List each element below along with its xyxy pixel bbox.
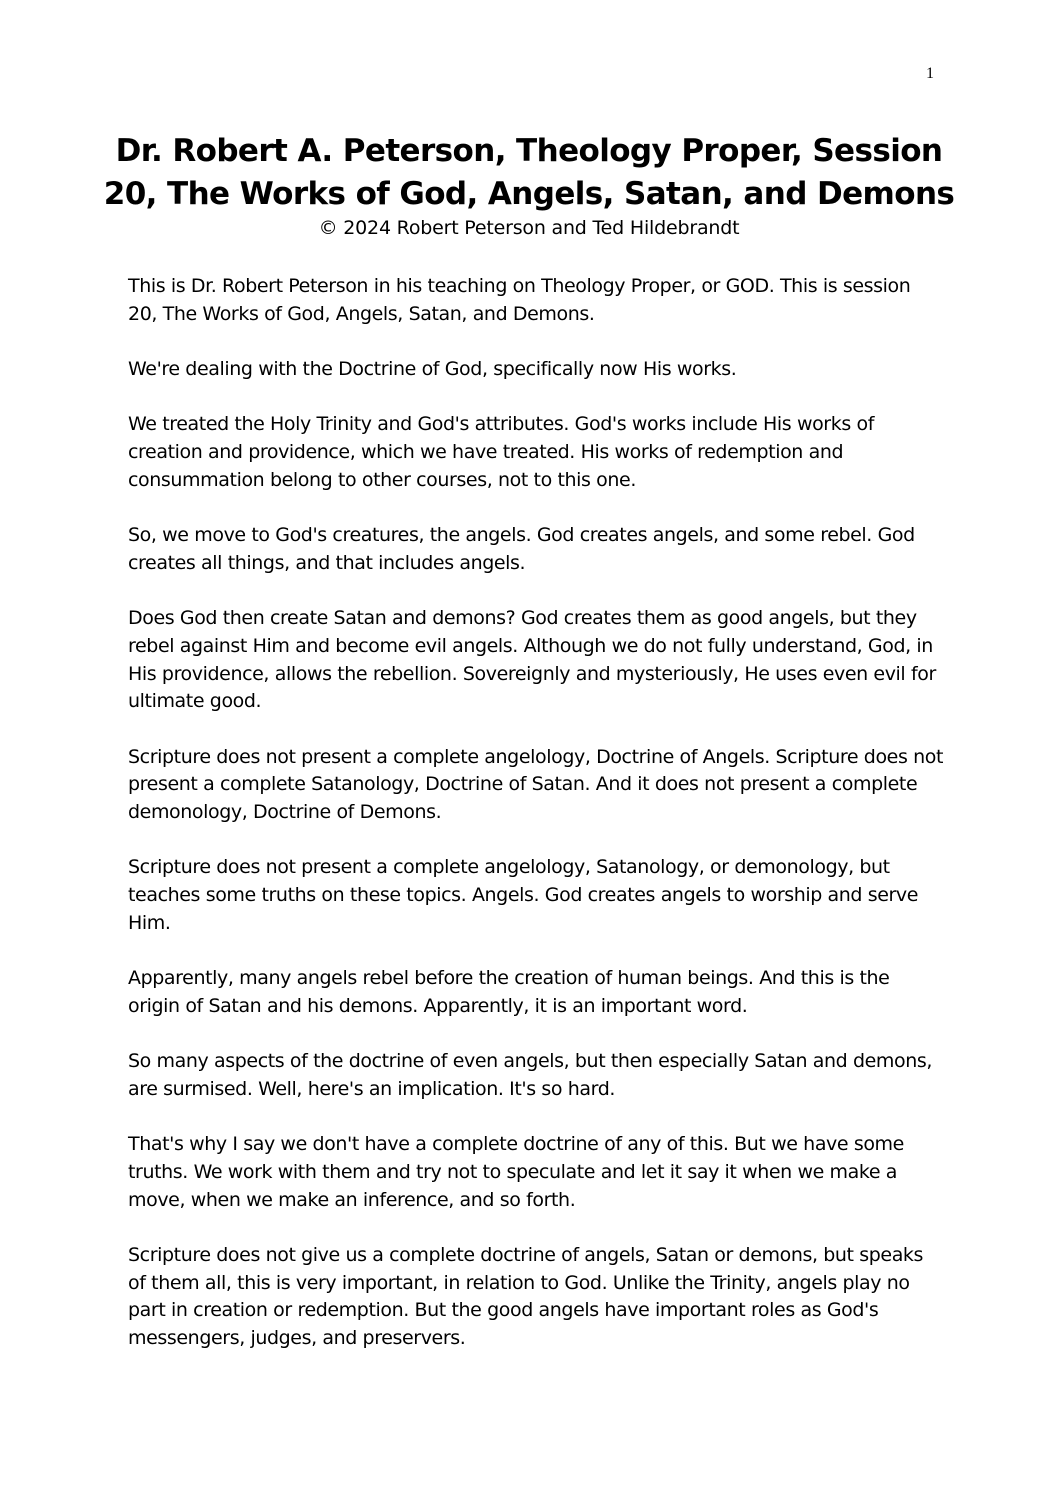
document-body xyxy=(128,273,943,1380)
paragraph: We're dealing with the Doctrine of God, specifically now His works. xyxy=(128,357,737,380)
paragraph: So, we move to God's creatures, the angels. God creates angels, and some rebel. God creates all things, and that includes angels. xyxy=(128,523,915,574)
paragraph: Scripture does not present a complete angelology, Doctrine of Angels. Scripture does not present a complete Satanology, Doctrine of Satan. And it does not present a complete demonology, Doctrine of Demons. xyxy=(128,745,944,824)
paragraph: Scripture does not give us a complete doctrine of angels, Satan or demons, but speaks of them all, this is very important, in relation to God. Unlike the Trinity, angels play no part in creation or redemption. But the good angels have important roles as God's messengers, judges, and preservers. xyxy=(128,1243,924,1350)
document-title: Dr. Robert A. Peterson, Theology Proper, Session 20, The Works of God, Angels, Satan, and Demons xyxy=(103,133,955,212)
page-number: 1 xyxy=(926,65,934,82)
paragraph: Scripture does not present a complete angelology, Satanology, or demonology, but teaches some truths on these topics. Angels. God creates angels to worship and serve Him. xyxy=(128,856,919,934)
document-header xyxy=(100,130,958,240)
paragraph: So many aspects of the doctrine of even angels, but then especially Satan and demons, are surmised. Well, here's an implication. It's so hard. xyxy=(128,1050,933,1100)
paragraph: Apparently, many angels rebel before the creation of human beings. And this is the origin of Satan and his demons. Apparently, it is an important word. xyxy=(128,967,890,1017)
copyright-line: © 2024 Robert Peterson and Ted Hildebrandt xyxy=(318,217,740,239)
paragraph: This is Dr. Robert Peterson in his teaching on Theology Proper, or GOD. This is session 20, The Works of God, Angels, Satan, and Demons. xyxy=(128,275,911,325)
paragraph: That's why I say we don't have a complete doctrine of any of this. But we have some truths. We work with them and try not to speculate and let it say it when we make a move, when we make an inference, and so forth. xyxy=(128,1133,904,1211)
paragraph: Does God then create Satan and demons? God creates them as good angels, but they rebel against Him and become evil angels. Although we do not fully understand, God, in His providence, allows the rebellion. Sovereignly and mysteriously, He uses even evil for ultimate good. xyxy=(128,606,936,713)
paragraph: We treated the Holy Trinity and God's attributes. God's works include His works of creation and providence, which we have treated. His works of redemption and consummation belong to other courses, not to this one. xyxy=(128,413,874,491)
